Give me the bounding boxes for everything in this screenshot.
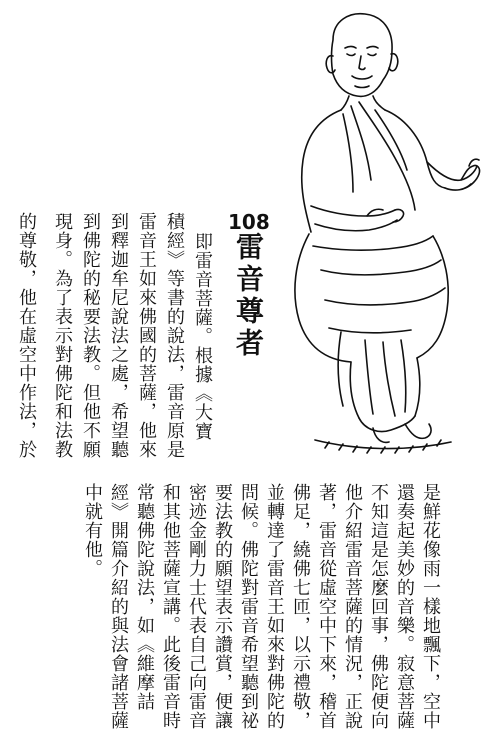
text-column: 佛足，繞佛七匝，以示禮敬， (290, 483, 311, 730)
text-column: 雷音王如來佛國的菩薩，他來 (136, 212, 157, 459)
entry-title: 雷音尊者 (232, 232, 265, 360)
text-column: 現身。為了表示對佛陀和法教 (52, 212, 73, 459)
arhat-illustration (255, 10, 485, 465)
text-column: 到釋迦牟尼說法之處，希望聽 (108, 212, 129, 459)
text-column: 的尊敬，他在虛空中作法，於 (16, 212, 37, 459)
entry-number: 108 (228, 210, 270, 234)
text-column: 問候。佛陀對雷音希望聽到祕 (238, 483, 259, 730)
text-column: 他介紹雷音菩薩的情況，正說 (342, 483, 363, 730)
text-column: 並轉達了雷音王如來對佛陀的 (264, 483, 285, 730)
text-column: 到佛陀的秘要法教。但他不願 (80, 212, 101, 459)
text-column: 經》開篇介紹的與法會諸菩薩 (108, 483, 129, 730)
text-column: 常聽佛陀說法，如《維摩詰 (134, 483, 155, 711)
text-column: 還奏起美妙的音樂。寂意菩薩 (394, 483, 415, 730)
text-column: 積經》等書的說法，雷音原是 (164, 212, 185, 459)
text-column: 和其他菩薩宣講。此後雷音時 (160, 483, 181, 730)
text-column: 是鮮花像雨一樣地飄下，空中 (420, 483, 441, 730)
text-column: 即雷音菩薩。根據《大寶 (192, 232, 213, 441)
text-column: 密迹金剛力士代表自己向雷音 (186, 483, 207, 730)
text-column: 要法教的願望表示讚賞，便讓 (212, 483, 233, 730)
text-column: 中就有他。 (82, 483, 103, 578)
text-column: 著，雷音從虛空中下來，稽首 (316, 483, 337, 730)
text-column: 不知這是怎麼回事，佛陀便向 (368, 483, 389, 730)
